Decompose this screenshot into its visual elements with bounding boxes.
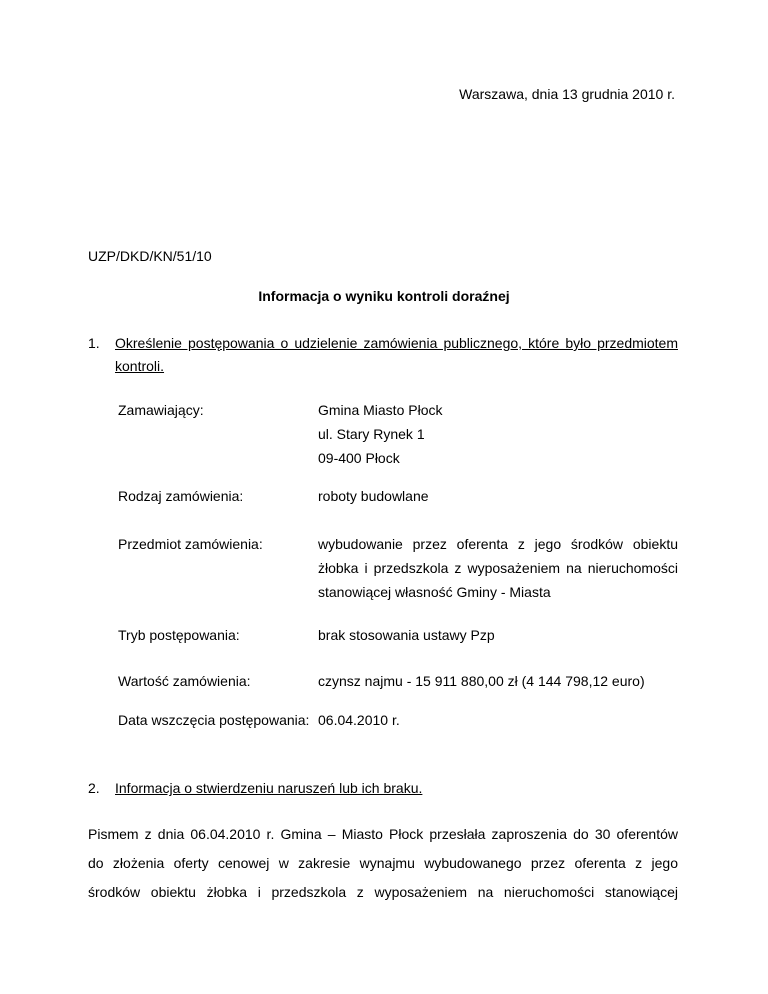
date-line: Warszawa, dnia 13 grudnia 2010 r. (459, 86, 675, 102)
field-value (318, 398, 678, 470)
field-value-line: czynsz najmu - 15 911 880,00 zł (4 144 798,12 euro) (318, 673, 645, 689)
section-2-heading (88, 780, 422, 796)
field-value-line: stanowiącej własność Gminy - Miasta (318, 584, 551, 600)
field-label: Tryb postępowania: (118, 627, 240, 643)
paragraph-line: środków obiektu żłobka i przedszkola z wyposażeniem na nieruchomości stanowiącej (88, 884, 678, 900)
field-value (318, 484, 678, 508)
field-value-line: Gmina Miasto Płock (318, 402, 443, 418)
field-value (318, 669, 678, 693)
field-label: Data wszczęcia postępowania: (118, 712, 310, 728)
field-value-line: roboty budowlane (318, 488, 429, 504)
section-1-text (115, 332, 678, 378)
field-label: Zamawiający: (118, 402, 204, 418)
field-label: Wartość zamówienia: (118, 673, 251, 689)
field-value-line: 06.04.2010 r. (318, 712, 400, 728)
section-2-number: 2. (88, 780, 100, 796)
document-title: Informacja o wyniku kontroli doraźnej (258, 288, 510, 304)
field-value-line: ul. Stary Rynek 1 (318, 426, 425, 442)
field-value-line: żłobka i przedszkola z wyposażeniem na nieruchomości (318, 560, 678, 576)
field-label: Przedmiot zamówienia: (118, 536, 263, 552)
field-label: Rodzaj zamówienia: (118, 488, 244, 504)
section-1-text-line-2: kontroli. (115, 358, 165, 374)
field-value-line: brak stosowania ustawy Pzp (318, 627, 495, 643)
field-value (318, 532, 678, 604)
body-paragraph (88, 820, 678, 907)
field-value-line: wybudowanie przez oferenta z jego środków obiektu (318, 536, 678, 552)
reference-number: UZP/DKD/KN/51/10 (88, 248, 212, 264)
field-value (318, 623, 678, 647)
section-2-text: Informacja o stwierdzeniu naruszeń lub ich braku. (115, 780, 423, 796)
paragraph-line: do złożenia oferty cenowej w zakresie wynajmu wybudowanego przez oferenta z jego (88, 855, 678, 871)
field-value-line: 09-400 Płock (318, 450, 400, 466)
section-1-text-line-1: Określenie postępowania o udzielenie zamówienia publicznego, które było przedmiotem (115, 335, 678, 351)
section-1-number: 1. (88, 335, 100, 351)
section-1-heading (88, 332, 678, 378)
field-value (318, 708, 678, 732)
paragraph-line: Pismem z dnia 06.04.2010 r. Gmina – Miasto Płock przesłała zaproszenia do 30 oferentów (88, 826, 678, 842)
